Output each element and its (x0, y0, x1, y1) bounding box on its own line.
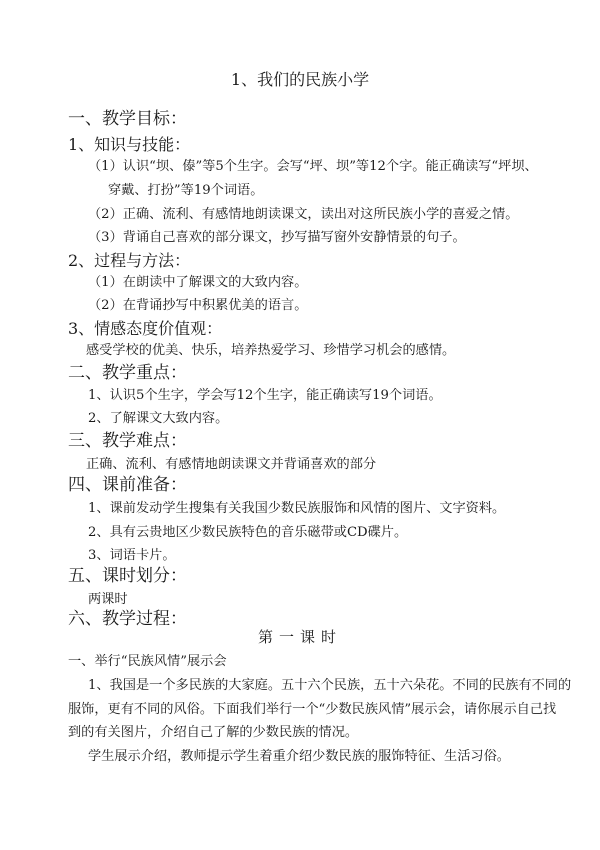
document-title: 1、我们的民族小学 (230, 70, 370, 89)
process-item-2: （2）在背诵抄写中积累优美的语言。 (88, 298, 308, 313)
paragraph-1-line-3: 到的有关图片，介绍自己了解的少数民族的情况。 (68, 725, 359, 740)
attitude-heading: 3、情感态度价值观： (68, 319, 223, 338)
key-point-2: 2、了解课文大致内容。 (88, 411, 229, 426)
preparation-item-3: 3、词语卡片。 (88, 548, 176, 563)
paragraph-1-line-2: 服饰，更有不同的风俗。下面我们举行一个“少数民族风情”展示会，请你展示自己找 (68, 702, 557, 717)
section-goals-heading: 一、教学目标： (68, 109, 187, 129)
section-difficulties-heading: 三、教学难点： (68, 431, 187, 451)
preparation-item-2: 2、具有云贵地区少数民族特色的音乐磁带或CD碟片。 (88, 525, 408, 540)
paragraph-2: 学生展示介绍，教师提示学生着重介绍少数民族的服饰特征、生活习俗。 (88, 749, 510, 764)
knowledge-skills-heading: 1、知识与技能： (68, 135, 191, 154)
knowledge-item-3: （3）背诵自己喜欢的部分课文，抄写描写窗外安静情景的句子。 (88, 230, 466, 245)
knowledge-item-2: （2）正确、流利、有感情地朗读课文，读出对这所民族小学的喜爱之情。 (88, 207, 519, 222)
knowledge-item-1-line-1: （1）认识“坝、傣”等5个生字。会写“坪、坝”等12个字。能正确读写“坪坝、 (88, 159, 538, 174)
section-key-points-heading: 二、教学重点： (68, 363, 187, 383)
section-schedule-heading: 五、课时划分： (68, 566, 187, 586)
part-1-heading: 一、举行“民族风情”展示会 (68, 654, 227, 669)
attitude-text: 感受学校的优美、快乐，培养热爱学习、珍惜学习机会的感情。 (86, 343, 456, 358)
knowledge-item-1-line-2: 穿戴、打扮”等19个词语。 (108, 183, 264, 198)
process-item-1: （1）在朗读中了解课文的大致内容。 (88, 275, 308, 290)
process-methods-heading: 2、过程与方法： (68, 251, 191, 270)
schedule-text: 两课时 (88, 592, 128, 607)
section-preparation-heading: 四、课前准备： (68, 475, 187, 495)
key-point-1: 1、认识5个生字，学会写12个生字，能正确读写19个词语。 (88, 388, 442, 403)
section-process-heading: 六、教学过程： (68, 609, 187, 629)
preparation-item-1: 1、课前发动学生搜集有关我国少数民族服饰和风情的图片、文字资料。 (88, 501, 506, 516)
paragraph-1-line-1: 1、我国是一个多民族的大家庭。五十六个民族，五十六朵花。不同的民族有不同的 (88, 678, 572, 693)
lesson-title: 第一课时 (257, 628, 342, 646)
difficulties-text: 正确、流利、有感情地朗读课文并背诵喜欢的部分 (86, 457, 377, 472)
